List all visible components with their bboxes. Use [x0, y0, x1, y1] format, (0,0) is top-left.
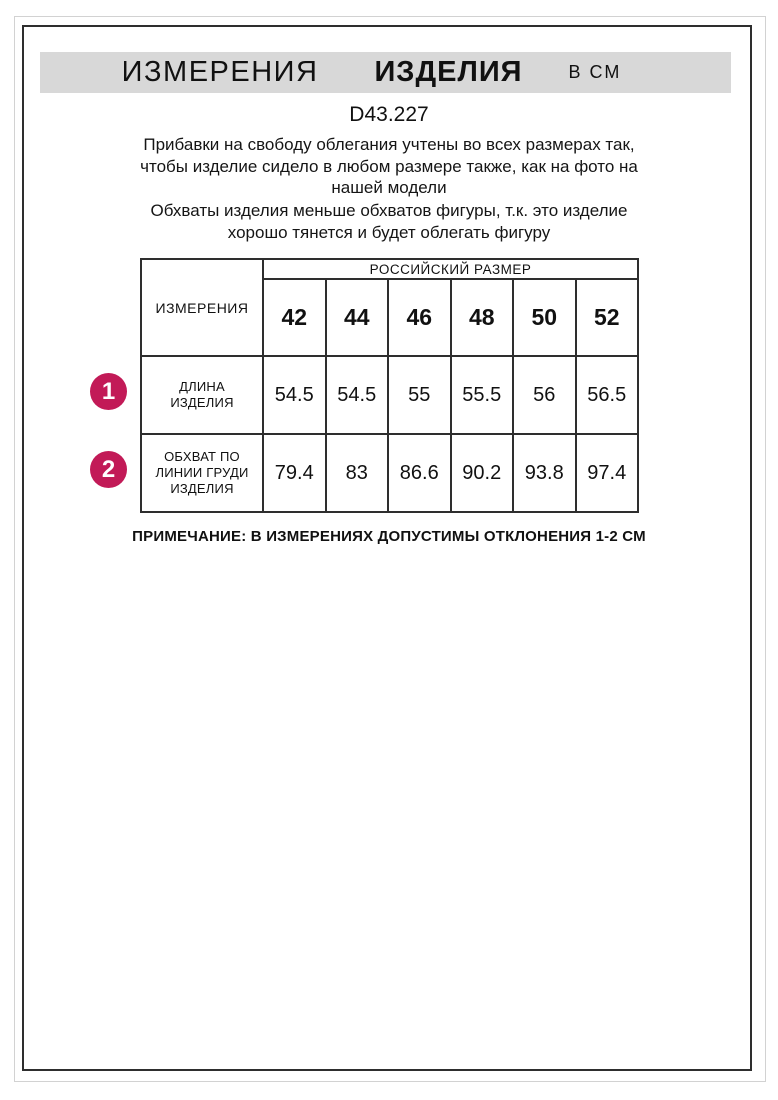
- title-measurements: ИЗМЕРЕНИЯ: [121, 56, 319, 88]
- table-row-length: [141, 356, 638, 434]
- table-row-chest: [141, 434, 638, 512]
- row-label-length: ДЛИНА ИЗДЕЛИЯ: [141, 356, 263, 434]
- value-cell: 86.6: [388, 434, 451, 512]
- value-cell: 56.5: [576, 356, 639, 434]
- title-units: В СМ: [568, 62, 622, 82]
- row-marker-2: 2: [90, 451, 127, 488]
- russian-size-header-cell: РОССИЙСКИЙ РАЗМЕР: [263, 259, 638, 279]
- value-cell: 55: [388, 356, 451, 434]
- value-cell: 93.8: [513, 434, 576, 512]
- value-cell: 83: [326, 434, 389, 512]
- title-product: ИЗДЕЛИЯ: [374, 56, 523, 88]
- value-cell: 54.5: [326, 356, 389, 434]
- value-cell: 56: [513, 356, 576, 434]
- value-cell: 97.4: [576, 434, 639, 512]
- value-cell: 55.5: [451, 356, 514, 434]
- row-label-chest: ОБХВАТ ПО ЛИНИИ ГРУДИ ИЗДЕЛИЯ: [141, 434, 263, 512]
- fit-allowance-paragraph: Прибавки на свободу облегания учтены во всех размерах так, чтобы изделие сидело в любом размере также, как на фото на нашей модели: [140, 135, 638, 197]
- value-cell: 54.5: [263, 356, 326, 434]
- size-table: [140, 258, 639, 513]
- corner-header-cell: ИЗМЕРЕНИЯ: [141, 259, 263, 356]
- size-header-cell: 46: [388, 279, 451, 356]
- product-code: D43.227: [349, 103, 429, 126]
- size-header-cell: 52: [576, 279, 639, 356]
- size-header-cell: 42: [263, 279, 326, 356]
- table-group-header-row: [141, 259, 638, 279]
- stretch-note-paragraph: Обхваты изделия меньше обхватов фигуры, т.к. это изделие хорошо тянется и будет облегать фигуру: [150, 201, 628, 242]
- title-bar: [40, 52, 731, 93]
- value-cell: 90.2: [451, 434, 514, 512]
- tolerance-note: ПРИМЕЧАНИЕ: В ИЗМЕРЕНИЯХ ДОПУСТИМЫ ОТКЛОНЕНИЯ 1-2 СМ: [132, 528, 646, 545]
- size-header-cell: 48: [451, 279, 514, 356]
- size-header-cell: 50: [513, 279, 576, 356]
- row-marker-1: 1: [90, 373, 127, 410]
- size-header-cell: 44: [326, 279, 389, 356]
- value-cell: 79.4: [263, 434, 326, 512]
